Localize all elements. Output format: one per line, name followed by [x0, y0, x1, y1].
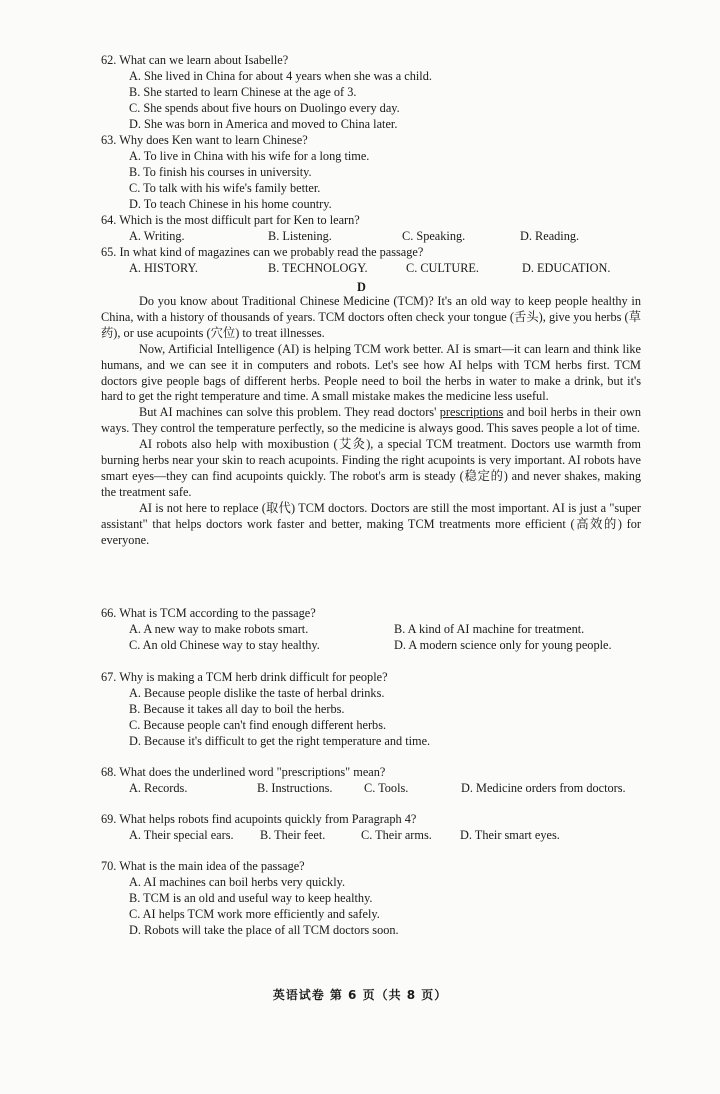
question-68: [101, 765, 661, 797]
section-letter: D: [357, 280, 366, 294]
paragraph-3: [101, 405, 641, 437]
option-d: D. Robots will take the place of all TCM doctors soon.: [129, 922, 399, 937]
question-stem: 69. What helps robots find acupoints quickly from Paragraph 4?: [101, 812, 417, 826]
option-d: D. Because it's difficult to get the right temperature and time.: [129, 733, 431, 748]
option-a: A. She lived in China for about 4 years when she was a child.: [129, 68, 432, 83]
option-c: C. An old Chinese way to stay healthy.: [129, 637, 320, 652]
question-stem: 68. What does the underlined word "prescriptions" mean?: [101, 765, 386, 779]
option-b: B. Because it takes all day to boil the herbs.: [129, 701, 345, 716]
option-b: B. Instructions.: [257, 780, 333, 795]
option-d: D. A modern science only for young people.: [394, 637, 612, 652]
question-66: [101, 606, 661, 654]
paragraph-3-start: But AI machines can solve this problem. They read doctors': [139, 405, 440, 420]
option-a: A. Their special ears.: [129, 827, 234, 842]
paragraph-1: Do you know about Traditional Chinese Medicine (TCM)? It's an old way to keep people healthy in China, with a history of thousands of years. TCM doctors often check your tongue (舌头), give you herbs (草药), or use acupoints (穴位) to treat illnesses.: [101, 294, 641, 340]
question-stem: 62. What can we learn about Isabelle?: [101, 53, 289, 67]
option-c: C. CULTURE.: [406, 260, 479, 275]
option-b: B. A kind of AI machine for treatment.: [394, 621, 585, 636]
question-stem: 70. What is the main idea of the passage?: [101, 859, 305, 873]
option-b: B. Their feet.: [260, 827, 326, 842]
option-a: A. A new way to make robots smart.: [129, 621, 309, 636]
option-a: A. Records.: [129, 780, 188, 795]
option-d: D. To teach Chinese in his home country.: [129, 196, 332, 211]
option-c: C. Their arms.: [361, 827, 432, 842]
question-69: [101, 812, 661, 844]
question-stem: 66. What is TCM according to the passage?: [101, 606, 316, 620]
option-d: D. Their smart eyes.: [460, 827, 560, 842]
question-67: [101, 670, 661, 750]
option-b: B. TECHNOLOGY.: [268, 260, 368, 275]
underlined-word: prescriptions: [439, 405, 504, 420]
option-b: B. TCM is an old and useful way to keep healthy.: [129, 890, 373, 905]
option-c: C. AI helps TCM work more efficiently and safely.: [129, 906, 380, 921]
paragraph-2: Now, Artificial Intelligence (AI) is helping TCM work better. AI is smart—it can learn and think like humans, and we can see it in computers and robots. Let's see how AI helps with TCM herbs first. TCM doctors give people bags of different herbs. People need to boil the herbs in water to make a drink, but it's hard to get the right temperature and time. A small mistake makes the medicine less useful.: [101, 341, 641, 404]
question-70: [101, 859, 661, 939]
question-stem: 65. In what kind of magazines can we probably read the passage?: [101, 245, 424, 259]
question-62: [101, 53, 661, 133]
option-d: D. Medicine orders from doctors.: [461, 780, 626, 795]
paragraph-4: AI robots also help with moxibustion (艾灸), a special TCM treatment. Doctors use warmth from burning herbs near your skin to reach acupoints. Finding the right acupoints is very important. AI robots have smart eyes—they can find acupoints quickly. The robot's arm is steady (稳定的) and never shakes, making the treatment safe.: [101, 437, 641, 499]
option-a: A. HISTORY.: [129, 260, 198, 275]
question-63: [101, 133, 661, 213]
option-d: D. EDUCATION.: [522, 260, 611, 275]
question-stem: 64. Which is the most difficult part for Ken to learn?: [101, 213, 360, 227]
option-c: C. Because people can't find enough different herbs.: [129, 717, 387, 732]
question-64: [101, 213, 661, 245]
option-d: D. Reading.: [520, 228, 580, 243]
option-c: C. Speaking.: [402, 228, 466, 243]
question-stem: 67. Why is making a TCM herb drink difficult for people?: [101, 670, 388, 684]
option-b: B. She started to learn Chinese at the age of 3.: [129, 84, 357, 99]
option-d: D. She was born in America and moved to China later.: [129, 116, 398, 131]
option-c: C. She spends about five hours on Duolingo every day.: [129, 100, 400, 115]
question-65: [101, 245, 661, 277]
option-a: A. AI machines can boil herbs very quickly.: [129, 874, 346, 889]
question-stem: 63. Why does Ken want to learn Chinese?: [101, 133, 308, 147]
reading-passage: [101, 294, 641, 549]
paragraph-3-end: and boil herbs in their own ways. They control the temperature perfectly, so the medicine is always good. This saves people a lot of time.: [101, 405, 641, 436]
option-c: C. To talk with his wife's family better.: [129, 180, 321, 195]
option-a: A. Writing.: [129, 228, 185, 243]
paragraph-5: AI is not here to replace (取代) TCM doctors. Doctors are still the most important. AI is just a "super assistant" that helps doctors work faster and better, making TCM treatments more efficient (高效的) for everyone.: [101, 500, 641, 547]
option-a: A. To live in China with his wife for a long time.: [129, 148, 370, 163]
option-b: B. To finish his courses in university.: [129, 164, 312, 179]
option-c: C. Tools.: [364, 780, 409, 795]
option-b: B. Listening.: [268, 228, 332, 243]
option-a: A. Because people dislike the taste of herbal drinks.: [129, 685, 385, 700]
page-footer: 英语试卷 第 6 页（共 8 页）: [272, 988, 448, 1002]
